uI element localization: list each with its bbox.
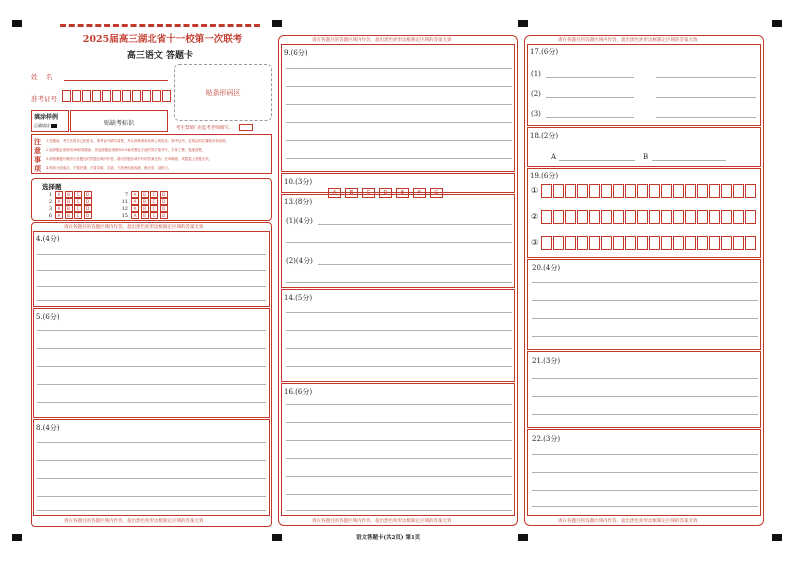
grid-cell[interactable] [721, 210, 732, 224]
q21-label: 21.(3分) [532, 357, 561, 365]
choice-option[interactable]: C [150, 205, 158, 212]
grid-cell[interactable] [577, 236, 588, 250]
notice-item: 1.答题前，考生先将自己的姓名、准考证号填写清楚，并认真核准条形码上的姓名、准考证号，在规定的位置贴好条形码。 [46, 139, 229, 143]
grid-cell[interactable] [613, 184, 624, 198]
q18-b-label: B [643, 153, 649, 161]
grid-cell[interactable] [565, 184, 576, 198]
grid-cell[interactable] [733, 210, 744, 224]
grid-cell[interactable] [697, 210, 708, 224]
page-footer: 语文答题卡(共2页) 第1页 [356, 535, 421, 541]
choice-option[interactable]: A [55, 212, 63, 219]
choice-option[interactable]: C [74, 205, 82, 212]
grid-cell[interactable] [589, 236, 600, 250]
grid-cell[interactable] [541, 236, 552, 250]
absent-mark-box [70, 110, 168, 132]
q17-box [527, 44, 761, 126]
sample-correct: 正确填涂 [34, 123, 57, 129]
choice-option[interactable]: D [160, 205, 168, 212]
grid-cell[interactable] [565, 236, 576, 250]
subject-title: 高三语文 答题卡 [126, 51, 194, 61]
grid-cell[interactable] [661, 236, 672, 250]
choice-option[interactable]: D [160, 191, 168, 198]
grid-cell[interactable] [685, 210, 696, 224]
q14-box [281, 289, 515, 382]
choice-row [44, 205, 93, 212]
grid-cell[interactable] [733, 184, 744, 198]
q8-label: 8.(4分) [36, 424, 60, 432]
absent-checkbox[interactable] [239, 124, 253, 131]
notice-item: 2.选择题必须使用2B铅笔填涂；非选择题必须使用0.5毫米黑色字迹的签字笔书写，字体工整、笔迹清楚。 [46, 148, 206, 152]
q4-box [33, 231, 270, 307]
exam-title: 2025届高三湖北省十一校第一次联考 [82, 34, 243, 45]
choice-option[interactable]: B [65, 198, 73, 205]
q10-option[interactable]: A [328, 188, 341, 198]
grid-cell[interactable] [673, 210, 684, 224]
choice-option[interactable]: A [55, 191, 63, 198]
q19-1-label: ① [531, 186, 539, 195]
choice-row [44, 191, 93, 198]
grid-cell[interactable] [541, 184, 552, 198]
choice-row [120, 212, 169, 219]
choice-option[interactable]: A [55, 198, 63, 205]
grid-cell[interactable] [577, 184, 588, 198]
grid-cell[interactable] [733, 236, 744, 250]
q13-box [281, 194, 515, 288]
column-warning-top: 请在各题目的答题区域内作答，超出黑色矩形边框限定区域的答案无效 [312, 38, 452, 43]
absent-note: 考生禁填! 由监考老师填写。 [176, 124, 253, 131]
grid-cell[interactable] [589, 184, 600, 198]
choice-option[interactable]: B [65, 205, 73, 212]
choice-option[interactable]: A [55, 205, 63, 212]
choice-option[interactable]: B [65, 212, 73, 219]
grid-cell[interactable] [721, 236, 732, 250]
q16-label: 16.(6分) [284, 388, 313, 396]
column-warning-top: 请在各题目的答题区域内作答，超出黑色矩形边框限定区域的答案无效 [64, 225, 204, 230]
registration-mark [12, 534, 22, 541]
registration-mark [772, 534, 782, 541]
grid-cell[interactable] [685, 184, 696, 198]
choice-row [120, 191, 169, 198]
q18-box [527, 127, 761, 167]
column-warning-bottom: 请在各题目的答题区域内作答，超出黑色矩形边框限定区域的答案无效 [64, 519, 204, 524]
grid-cell[interactable] [625, 210, 636, 224]
grid-cell[interactable] [565, 210, 576, 224]
grid-cell[interactable] [709, 210, 720, 224]
q17-label: 17.(6分) [530, 48, 559, 56]
choice-option[interactable]: C [74, 191, 82, 198]
header-dashline [60, 24, 260, 27]
choice-option[interactable]: A [131, 212, 139, 219]
choice-option[interactable]: A [131, 191, 139, 198]
registration-mark [518, 534, 528, 541]
q17-2-label: (2) [531, 90, 541, 98]
grid-cell[interactable] [721, 184, 732, 198]
choice-question-number: 12 [121, 206, 128, 212]
q21-box [527, 351, 761, 428]
choice-option[interactable]: C [74, 198, 82, 205]
choice-title: 选择题 [42, 183, 62, 191]
q10-option[interactable]: D [379, 188, 392, 198]
grid-cell[interactable] [589, 210, 600, 224]
exam-no-label: 准考证号 [31, 95, 57, 103]
choice-option[interactable]: B [141, 212, 149, 219]
grid-cell[interactable] [673, 184, 684, 198]
choice-option[interactable]: B [141, 205, 149, 212]
name-label: 姓 名 [31, 73, 53, 81]
choice-question-number: 2 [48, 199, 52, 205]
grid-cell[interactable] [673, 236, 684, 250]
q10-option[interactable]: B [345, 188, 358, 198]
q8-box [33, 419, 270, 516]
name-field[interactable] [64, 80, 168, 81]
grid-cell[interactable] [613, 210, 624, 224]
q10-option[interactable]: E [396, 188, 409, 198]
grid-cell[interactable] [637, 210, 648, 224]
grid-cell[interactable] [697, 236, 708, 250]
choice-question-number: 11 [121, 199, 128, 205]
grid-cell[interactable] [625, 236, 636, 250]
q18-label: 18.(2分) [530, 132, 559, 140]
choice-option[interactable]: D [160, 198, 168, 205]
choice-row [44, 212, 93, 219]
q20-label: 20.(4分) [532, 264, 561, 272]
q10-label: 10.(3分) [284, 178, 313, 186]
grid-cell[interactable] [697, 184, 708, 198]
grid-cell[interactable] [601, 210, 612, 224]
choice-option[interactable]: C [150, 198, 158, 205]
q4-label: 4.(4分) [36, 235, 60, 243]
choice-option[interactable]: A [131, 198, 139, 205]
grid-cell[interactable] [553, 210, 564, 224]
choice-question-number: 7 [124, 192, 128, 198]
q14-label: 14.(5分) [284, 294, 313, 302]
choice-row [120, 198, 169, 205]
grid-cell[interactable] [613, 236, 624, 250]
grid-cell[interactable] [625, 184, 636, 198]
grid-cell[interactable] [745, 184, 756, 198]
exam-no-grid[interactable] [62, 90, 172, 102]
q9-box [281, 44, 515, 172]
q19-grid-3[interactable] [541, 236, 757, 250]
q19-label: 19.(6分) [530, 172, 559, 180]
barcode-area-label: 贴条形码区 [205, 89, 241, 97]
grid-cell[interactable] [577, 210, 588, 224]
grid-cell[interactable] [601, 184, 612, 198]
registration-mark [518, 20, 528, 27]
notice-item: 4.保持卡面清洁，不要折叠、不要弄破、弄皱，不准使用涂改液、修正带、刮纸刀。 [46, 166, 172, 170]
grid-cell[interactable] [709, 184, 720, 198]
q19-grid-1[interactable] [541, 184, 757, 198]
q9-label: 9.(6分) [284, 49, 308, 57]
choice-question-number: 1 [48, 192, 52, 198]
choice-option[interactable]: C [150, 212, 158, 219]
column-warning-bottom: 请在各题目的答题区域内作答，超出黑色矩形边框限定区域的答案无效 [312, 519, 452, 524]
absent-mark-label: 贴缺考标识 [103, 120, 134, 127]
q19-3-label: ③ [531, 238, 539, 247]
q10-option[interactable]: G [430, 188, 443, 198]
grid-cell[interactable] [553, 184, 564, 198]
notice-title: 注意事项 [34, 137, 41, 173]
choice-option[interactable]: B [65, 191, 73, 198]
choice-option[interactable]: D [160, 212, 168, 219]
grid-cell[interactable] [649, 210, 660, 224]
grid-cell[interactable] [685, 236, 696, 250]
choice-option[interactable]: A [131, 205, 139, 212]
sample-label: 填涂样例 [34, 114, 59, 121]
grid-cell[interactable] [661, 184, 672, 198]
notice-box [31, 134, 272, 174]
barcode-area [174, 64, 272, 121]
q10-option[interactable]: C [362, 188, 375, 198]
choice-option[interactable]: B [141, 198, 149, 205]
choice-question-number: 6 [48, 213, 52, 219]
q17-1-label: (1) [531, 70, 541, 78]
grid-cell[interactable] [709, 236, 720, 250]
q22-label: 22.(3分) [532, 435, 561, 443]
notice-item: 3.请按照题号顺序在各题目的答题区域内作答，超出答题区域书写的答案无效；在草稿纸、试题卷上答题无效。 [46, 157, 212, 161]
grid-cell[interactable] [637, 236, 648, 250]
choice-option[interactable]: C [74, 212, 82, 219]
q10-option[interactable]: F [413, 188, 426, 198]
choice-option[interactable]: D [84, 198, 92, 205]
choice-row [120, 205, 169, 212]
grid-cell[interactable] [553, 236, 564, 250]
choice-option[interactable]: D [84, 191, 92, 198]
q18-a-label: A [551, 153, 557, 161]
q16-box [281, 383, 515, 516]
choice-row [44, 198, 93, 205]
q17-3-label: (3) [531, 110, 541, 118]
grid-cell[interactable] [637, 184, 648, 198]
registration-mark [272, 20, 282, 27]
sample-box [31, 110, 69, 132]
grid-cell[interactable] [745, 236, 756, 250]
q5-label: 5.(6分) [36, 313, 60, 321]
grid-cell[interactable] [649, 236, 660, 250]
grid-cell[interactable] [649, 184, 660, 198]
q13-2-label: (2)(4分) [286, 257, 313, 265]
column-warning-top: 请在各题目的答题区域内作答，超出黑色矩形边框限定区域的答案无效 [558, 38, 698, 43]
registration-mark [272, 534, 282, 541]
choice-question-number: 15 [121, 213, 128, 219]
grid-cell[interactable] [745, 210, 756, 224]
registration-mark [12, 20, 22, 27]
choice-question-number: 3 [48, 206, 52, 212]
choice-option[interactable]: B [141, 191, 149, 198]
choice-option[interactable]: D [84, 212, 92, 219]
grid-cell[interactable] [601, 236, 612, 250]
choice-option[interactable]: C [150, 191, 158, 198]
q19-2-label: ② [531, 212, 539, 221]
q13-label: 13.(8分) [284, 198, 313, 206]
column-warning-bottom: 请在各题目的答题区域内作答，超出黑色矩形边框限定区域的答案无效 [558, 519, 698, 524]
grid-cell[interactable] [541, 210, 552, 224]
registration-mark [772, 20, 782, 27]
grid-cell[interactable] [661, 210, 672, 224]
choice-option[interactable]: D [84, 205, 92, 212]
q13-1-label: (1)(4分) [286, 217, 313, 225]
q19-grid-2[interactable] [541, 210, 757, 224]
